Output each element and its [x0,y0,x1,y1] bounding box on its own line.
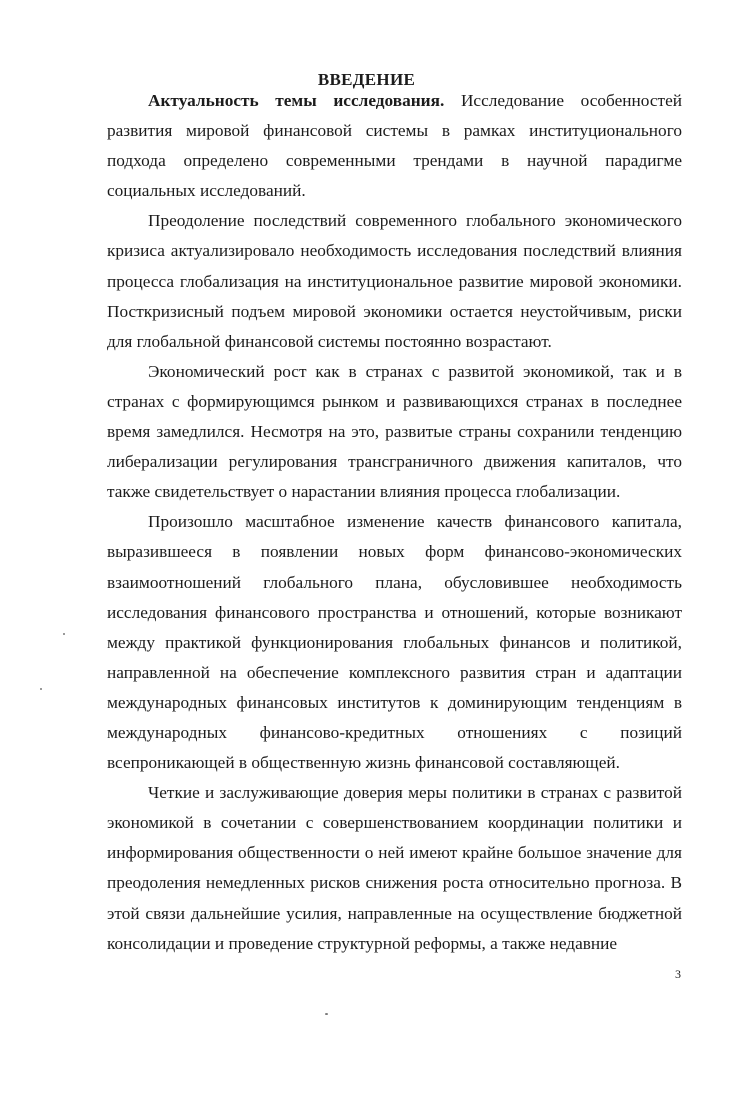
paragraph-growth [107,357,682,507]
paragraph-crisis [107,206,682,356]
paragraph-text: Исследование особенностей развития мировой финансовой системы в рамках институционального подхода определено современными трендами в научной парадигме социальных исследований. [107,91,682,201]
paragraph-text: Четкие и заслуживающие доверия меры политики в странах с развитой экономикой в сочетании с совершенствованием координации политики и информирования общественности о ней имеют крайне большое значение для преодоления немедленных рисков снижения роста относительно прогноза. В этой связи дальнейшие усилия, направленные на осуществление бюджетной консолидации и проведение структурной реформы, а также недавние [107,783,682,953]
section-heading: ВВЕДЕНИЕ [317,70,416,89]
page-number: 3 [675,967,681,981]
paragraph-text: Произошло масштабное изменение качеств финансового капитала, выразившееся в появлении новых форм финансово-экономических взаимоотношений глобального плана, обусловившее необходимость исследования финансового пространства и отношений, которые возникают между практикой функционирования глобальных финансов и политикой, направленной на обеспечение комплексного развития стран и адаптации международных финансовых институтов к доминирующим тенденциям в международных финансово-кредитных отношениях с позиций всепроникающей в общественную жизнь финансовой составляющей. [107,512,682,773]
scan-speck [325,1013,328,1015]
paragraph-text: Преодоление последствий современного глобального экономического кризиса актуализировало необходимость исследования последствий влияния процесса глобализация на институциональное развитие мировой экономики. Посткризисный подъем мировой экономики остается неустойчивым, риски для глобальной финансовой системы постоянно возрастают. [107,211,682,351]
paragraph-lead: Актуальность темы исследования. [148,91,445,110]
paragraph-policy [107,778,682,959]
paragraph-relevance [107,86,682,206]
scan-speck [63,633,65,635]
paragraph-text: Экономический рост как в странах с развитой экономикой, так и в странах с формирующимся рынком и развивающихся странах в последнее время замедлился. Несмотря на это, развитые страны сохранили тенденцию либерализации регулирования трансграничного движения капиталов, что также свидетельствует о нарастании влияния процесса глобализации. [107,361,682,502]
body-text [107,86,682,959]
paragraph-capital [107,507,682,778]
scan-speck [40,688,42,690]
